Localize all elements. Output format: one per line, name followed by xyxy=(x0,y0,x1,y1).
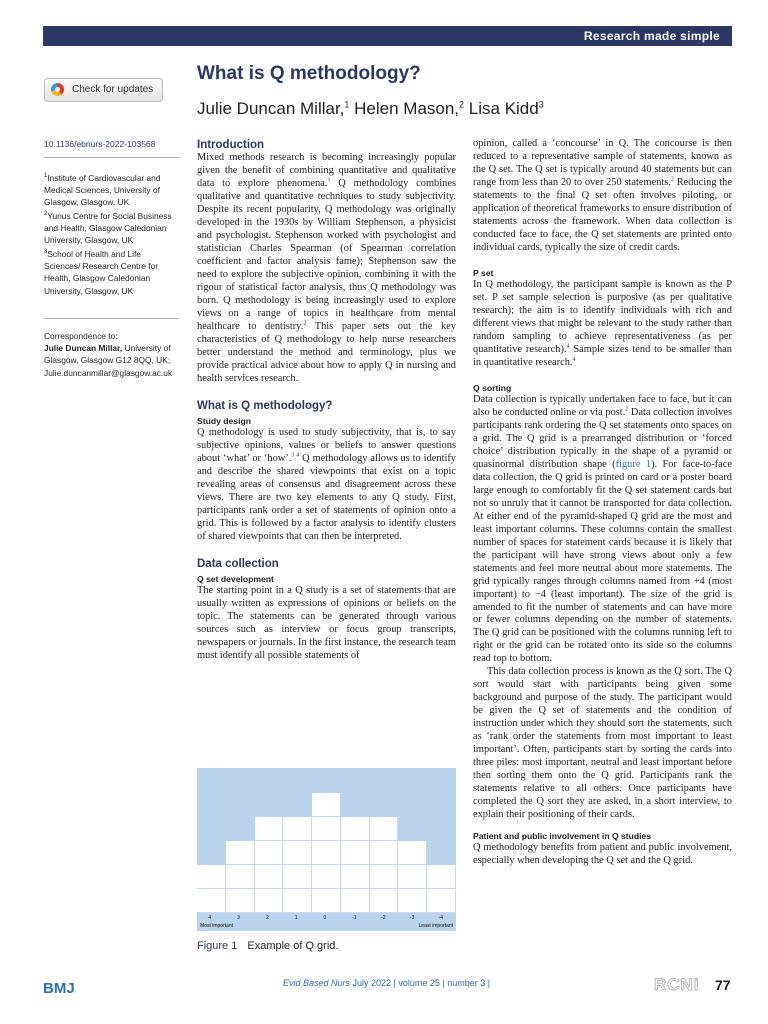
author-list xyxy=(197,99,544,119)
q-grid-cell xyxy=(283,889,312,913)
q-grid-cell xyxy=(427,865,456,889)
doi-link[interactable]: 10.1136/ebnurs-2022-103568 xyxy=(44,139,156,149)
q-grid-cell xyxy=(283,865,312,889)
q-grid-cell xyxy=(370,889,399,913)
text-run: This paper sets out the key characteristics of Q methodology to help nurse researchers better understand the method and terminology, plus we provide practical advice about how to apply Q in nursing and health services research. xyxy=(197,320,456,384)
affiliation-mark: 1 xyxy=(44,173,48,180)
author-affiliation-mark: 1 xyxy=(344,99,350,110)
text-run: Q methodology is used to study subjectivity, that is, to say subjective opinions, values or beliefs to answer questions about ‘what’ or ‘how’. xyxy=(197,426,456,464)
q-grid-column-label: 1 xyxy=(294,915,298,921)
journal-name: Evid Based Nurs xyxy=(283,978,351,988)
left-column xyxy=(197,138,456,662)
least-important-label: Least important xyxy=(418,923,453,929)
figure-caption-text: Example of Q grid. xyxy=(247,940,339,952)
author-name: Helen Mason, xyxy=(349,99,460,118)
q-grid-cell xyxy=(341,865,370,889)
reference-mark[interactable]: 4 xyxy=(572,356,576,363)
figure-link[interactable]: figure 1 xyxy=(615,458,652,470)
subsection-heading: Q set development xyxy=(197,573,274,584)
bmj-logo: BMJ xyxy=(43,980,75,997)
right-column xyxy=(473,138,732,868)
section-label: Research made simple xyxy=(583,29,720,43)
section-heading: What is Q methodology? xyxy=(197,399,333,412)
text-run: Reducing the statements to the final Q set often involves piloting, or application of theoretical frameworks to ensure distribution of statements across the framework. When data collection is conducted face to face, the Q set statements are printed onto individual cards, typically the size of credit cards. xyxy=(473,176,732,253)
q-grid-column-label: -4 xyxy=(438,915,444,921)
q-grid-cell xyxy=(283,817,312,841)
affiliation-mark: 2 xyxy=(44,211,48,218)
divider xyxy=(44,318,179,319)
paragraph xyxy=(473,394,732,667)
paragraph: This data collection process is known as the Q sort. The Q sort would start with participants being given some background and purpose of the study. The participant would be given the Q set of statements and the condition of instruction under which they should sort the statements, such as ‘rank order the statements from most important to least important’. Often, participants start by sorting the cards into three piles: most important, neutral and least important before then sorting them onto the Q grid. Participants rank the statements relative to all others. Once participants have completed the Q sort they are asked, in a short interview, to explain their positioning of their cards. xyxy=(473,666,732,821)
affiliation-mark: 3 xyxy=(44,249,48,256)
text-run: Data collection is typically undertaken face to face, but it can also be conducted online or via post. xyxy=(473,393,732,418)
reference-mark[interactable]: 2 xyxy=(670,176,674,183)
figure-label: Figure 1 xyxy=(197,940,238,952)
journal-citation xyxy=(283,978,490,988)
paragraph xyxy=(473,279,732,370)
affiliation xyxy=(44,210,179,247)
author-name: Julie Duncan Millar, xyxy=(197,99,345,118)
section-banner xyxy=(43,26,732,46)
q-grid-cell xyxy=(226,841,255,865)
q-grid-cell xyxy=(312,817,341,841)
reference-mark[interactable]: 2 xyxy=(625,406,629,413)
q-grid-cell xyxy=(226,865,255,889)
q-grid-column-label: 4 xyxy=(208,915,212,921)
q-grid-cell xyxy=(255,865,284,889)
reference-mark[interactable]: 2 xyxy=(303,320,307,327)
q-grid-column-label: 3 xyxy=(237,915,240,921)
crossmark-icon xyxy=(51,83,64,96)
q-grid-cell xyxy=(398,841,427,865)
reference-mark[interactable]: 4 xyxy=(566,343,570,350)
correspondence-address: University of Glasgow, Glasgow G12 8QQ, UK; Julie.duncanmillar@glasgow.ac.uk xyxy=(44,343,173,378)
correspondence-name: Julie Duncan Millar, xyxy=(44,343,123,354)
q-grid-column-label: 2 xyxy=(265,915,269,921)
q-grid-cell xyxy=(398,889,427,913)
q-grid-cell xyxy=(427,889,456,913)
page-number: 77 xyxy=(715,977,731,993)
q-grid-column-label: -3 xyxy=(409,915,415,921)
paragraph: Q methodology benefits from patient and public involvement, especially when developing the Q set and the Q grid. xyxy=(473,842,732,867)
q-grid-cell xyxy=(312,841,341,865)
q-grid-cell xyxy=(341,889,370,913)
q-grid-cell xyxy=(370,817,399,841)
affiliation-text: School of Health and Life Sciences/ Research Centre for Health, Glasgow Caledonian University, Glasgow, UK xyxy=(44,249,159,296)
q-grid-cell xyxy=(255,889,284,913)
q-grid-cell xyxy=(255,817,284,841)
section-heading: Data collection xyxy=(197,557,279,570)
article-title: What is Q methodology? xyxy=(197,63,421,84)
author-affiliation-mark: 3 xyxy=(538,99,544,110)
most-important-label: Most important xyxy=(200,923,234,929)
author-affiliation-mark: 2 xyxy=(459,99,465,110)
q-grid-cell xyxy=(370,841,399,865)
section-heading: Introduction xyxy=(197,139,265,151)
q-grid-cell xyxy=(283,841,312,865)
text-run: In Q methodology, the participant sample is known as the P set. P set sample selection is purposive (as per qualitative research); the aim is to identify individuals with rich and different views that might be relevant to the study rather than random sampling to achieve representativeness (as per quantitative research). xyxy=(473,278,732,355)
subsection-heading: P set xyxy=(473,267,494,278)
correspondence-label: Correspondence to: xyxy=(44,331,118,341)
q-grid-cell xyxy=(341,841,370,865)
q-grid-cell xyxy=(398,865,427,889)
affiliation-text: Institute of Cardiovascular and Medical Sciences, University of Glasgow, Glasgow, UK xyxy=(44,173,161,208)
q-grid-cell xyxy=(312,793,341,817)
q-grid-figure xyxy=(197,768,456,920)
paragraph: The starting point in a Q study is a set of statements that are usually written as expressions of opinions or beliefs on the topic. The statements can be generated through various sources such as interview or focus group transcripts, newspapers or journals. In the first instance, the research team must identify all possible statements of xyxy=(197,584,456,661)
rcni-logo: RCNi xyxy=(654,975,700,994)
check-for-updates-label: Check for updates xyxy=(72,84,154,95)
subsection-heading: Q sorting xyxy=(473,382,512,393)
q-grid-cell xyxy=(341,817,370,841)
subsection-heading: Patient and public involvement in Q studies xyxy=(473,831,652,842)
q-grid-column-label: -2 xyxy=(381,915,386,921)
paragraph xyxy=(473,138,732,255)
text-run: Q methodology allows us to identify and describe the shared viewpoints that exist on a topic revealing areas of consensus and disagreement across these views. There are two key elements to any Q study. First, participants rank order a set of statements of opinion onto a grid. This is followed by a factor analysis to identify clusters of shared viewpoints that can then be interpreted. xyxy=(197,452,456,542)
paragraph xyxy=(197,427,456,544)
q-grid-column-label: 0 xyxy=(323,915,327,921)
reference-mark[interactable]: 1 xyxy=(327,177,331,184)
figure-caption xyxy=(197,940,338,952)
check-for-updates-button[interactable] xyxy=(44,78,163,102)
divider xyxy=(44,157,179,158)
affiliation xyxy=(44,172,179,209)
q-grid-cell xyxy=(370,865,399,889)
text-run: Data collection involves participants rank ordering the Q set statements onto spaces on a grid. The Q grid is a prearranged distribution or ‘forced choice’ distribution typically in the shape of a pyramid or quasinormal distribution shape ( xyxy=(473,406,732,470)
text-run: Q methodology combines qualitative and quantitative techniques to study subjectivity. Despite its recent popularity, Q methodology was originally developed in the 1930s by William Stephenson, a physicist and psychologist. Stephenson worked with psychologist and statistician Charles Spearman (of Spearman correlation coefficient and factor analysis fame); Stephenson saw the need to explore the subjective opinion, combining it with the rigour of statistical factor analysis, thus Q methodology was born. Q methodology is being increasingly used to explore views on a range of topics in healthcare from mental healthcare to dentistry. xyxy=(197,177,456,332)
q-grid-column-label: -1 xyxy=(352,915,357,921)
q-grid-cell xyxy=(197,865,226,889)
affiliation-text: Yunus Centre for Social Business and Health, Glasgow Caledonian University, Glasgow, UK xyxy=(44,211,172,246)
affiliation xyxy=(44,248,179,297)
text-run: ). For face-to-face data collection, the Q grid is printed on card or a poster board large enough to comfortably fit the Q set statement cards but not so unruly that it cannot be transported for data collection. At either end of the pyramid-shaped Q grid are the most and least important columns. These columns contain the smallest number of spaces for statement cards because it is likely that the participant will have strong views about only a few statements and feel more neutral about more statements. The grid typically ranges through columns named from +4 (most important) to −4 (least important). The size of the grid is amended to fit the number of statements and can have more or fewer columns depending on the number of statements. The Q grid can be positioned with the columns running left to right or the grid can be rotated onto its side so the columns read top to bottom. xyxy=(473,458,732,665)
q-grid-axis xyxy=(197,913,456,931)
text-run: opinion, called a ‘concourse’ in Q. The concourse is then reduced to a representative sample of statements, known as the Q set. The Q set is typically around 40 statements but can range from less than 20 to over 250 statements. xyxy=(473,138,732,188)
q-grid-cell xyxy=(312,889,341,913)
author-name: Lisa Kidd xyxy=(464,99,539,118)
paragraph xyxy=(197,152,456,386)
q-grid-cell xyxy=(226,889,255,913)
q-grid-cell xyxy=(197,889,226,913)
text-run: Sample sizes tend to be smaller than in quantitative research. xyxy=(473,343,732,368)
text-run: Mixed methods research is becoming increasingly popular given the benefit of combining quantitative and qualitative data to explore phenomena. xyxy=(197,152,456,189)
correspondence xyxy=(44,330,179,379)
issue-info: July 2022 | volume 25 | number 3 | xyxy=(350,978,491,988)
subsection-heading: Study design xyxy=(197,415,251,426)
reference-mark[interactable]: 3 4 xyxy=(291,452,300,459)
q-grid-cell xyxy=(255,841,284,865)
q-grid-cell xyxy=(312,865,341,889)
